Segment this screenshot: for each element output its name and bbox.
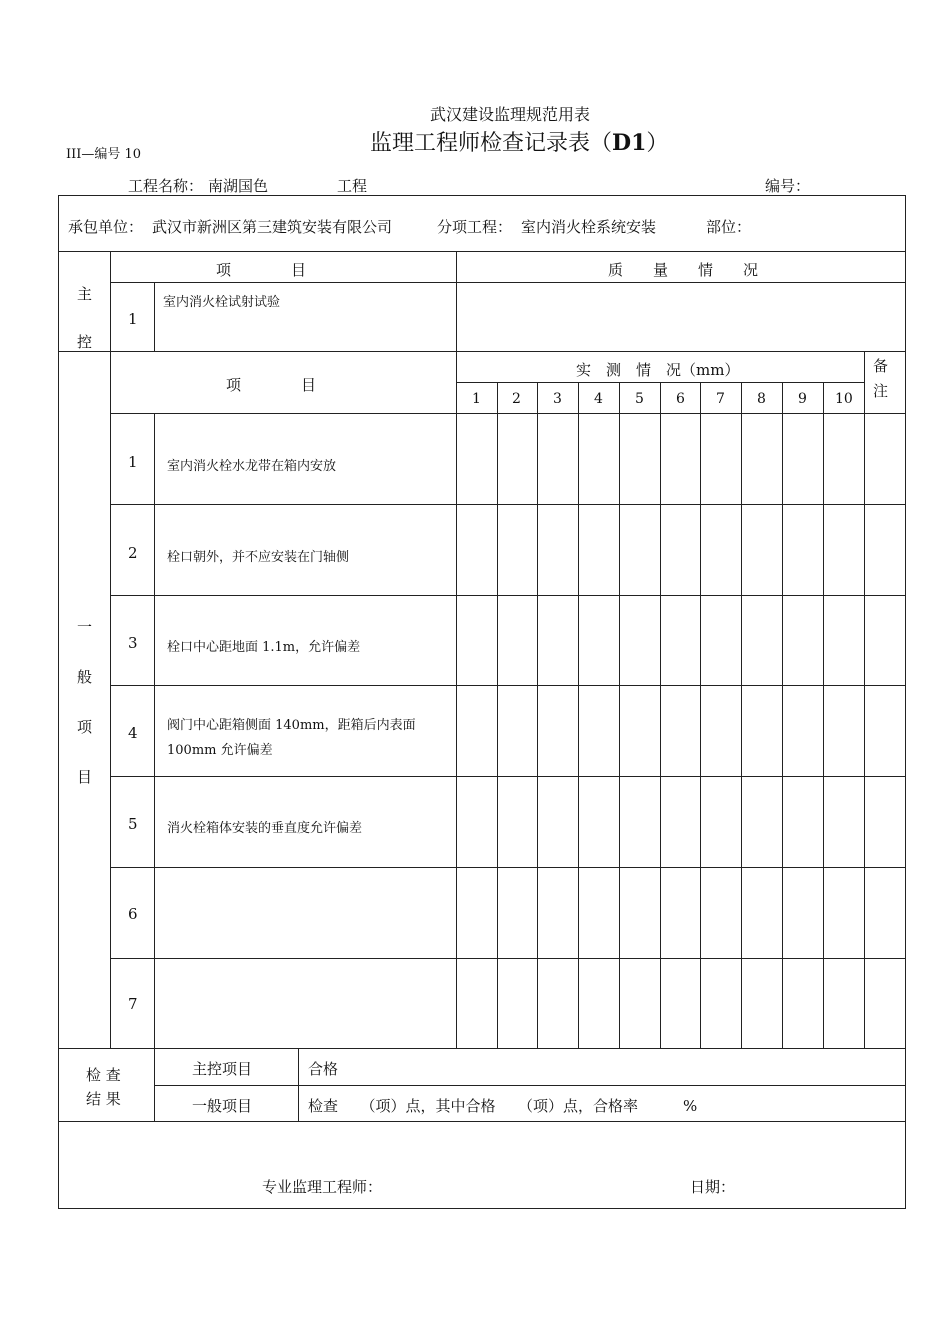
- subproject-value: 室内消火栓系统安装: [521, 218, 657, 236]
- main-control-label-char: 主: [77, 285, 93, 303]
- general-row-item: 栓口中心距地面 1.1m，允许偏差: [167, 640, 361, 655]
- measure-col-number: 9: [798, 391, 807, 407]
- general-item-header: 项 目: [226, 376, 317, 394]
- measure-col-number: 10: [835, 391, 853, 407]
- form-subtitle: 武汉建设监理规范用表: [430, 105, 591, 124]
- main-row-number: 1: [128, 310, 138, 328]
- general-row-item: 消火栓箱体安装的垂直度允许偏差: [167, 821, 363, 836]
- general-row-number: 5: [128, 815, 138, 833]
- general-label-char: 目: [77, 768, 93, 786]
- general-label-char: 般: [77, 668, 93, 686]
- form-title-text: 监理工程师检查记录表（: [370, 131, 613, 156]
- general-row-item: 栓口朝外，并不应安装在门轴侧: [167, 550, 350, 565]
- results-main-value: 合格: [308, 1060, 339, 1078]
- project-name-value: 南湖国色: [208, 177, 269, 195]
- date-label: 日期：: [690, 1178, 736, 1196]
- general-row-number: 3: [128, 634, 138, 652]
- form-title-code: D1: [612, 130, 647, 156]
- general-row-item-line2: 100mm 允许偏差: [167, 743, 273, 758]
- project-name-suffix: 工程: [337, 177, 368, 195]
- results-label: 检 查: [86, 1066, 121, 1084]
- measure-col-number: 8: [757, 391, 766, 407]
- contractor-label: 承包单位：: [68, 218, 144, 236]
- form-title-end: ）: [646, 131, 669, 156]
- general-row-item: 阀门中心距箱侧面 140mm，距箱后内表面: [167, 718, 416, 733]
- measure-col-number: 5: [635, 391, 644, 407]
- measure-col-number: 3: [553, 391, 562, 407]
- results-general-value: 检查 （项）点，其中合格 （项）点，合格率 %: [308, 1097, 698, 1115]
- engineer-signature-label: 专业监理工程师：: [262, 1178, 383, 1196]
- measure-col-number: 6: [676, 391, 685, 407]
- location-label: 部位：: [706, 218, 752, 236]
- remark-header: 备: [873, 357, 889, 375]
- measure-col-number: 1: [472, 391, 481, 407]
- general-measure-header: 实 测 情 况（mm）: [576, 361, 740, 379]
- main-control-label-char: 控: [77, 333, 93, 351]
- remark-header: 注: [873, 382, 889, 400]
- general-row-number: 6: [128, 905, 138, 923]
- contractor-value: 武汉市新洲区第三建筑安装有限公司: [152, 218, 393, 236]
- results-general-label: 一般项目: [192, 1097, 253, 1115]
- number-label: 编号：: [765, 177, 811, 195]
- form-title: [370, 126, 668, 157]
- form-number: III—编号 10: [66, 147, 142, 162]
- results-main-label: 主控项目: [192, 1060, 253, 1078]
- general-row-number: 4: [128, 724, 138, 742]
- measure-col-number: 4: [594, 391, 603, 407]
- general-row-item: 室内消火栓水龙带在箱内安放: [167, 459, 337, 474]
- general-label-char: 项: [77, 718, 93, 736]
- general-row-number: 1: [128, 453, 138, 471]
- measure-col-number: 7: [716, 391, 725, 407]
- project-name-label: 工程名称：: [128, 177, 204, 195]
- main-row-item: 室内消火栓试射试验: [163, 295, 281, 310]
- results-label-line2: 结 果: [86, 1090, 121, 1108]
- general-label-char: 一: [77, 618, 93, 636]
- main-item-header: 项 目: [216, 261, 307, 279]
- general-row-number: 7: [128, 995, 138, 1013]
- general-row-number: 2: [128, 544, 138, 562]
- subproject-label: 分项工程：: [437, 218, 513, 236]
- main-quality-header: 质 量 情 况: [608, 261, 759, 279]
- measure-col-number: 2: [512, 391, 521, 407]
